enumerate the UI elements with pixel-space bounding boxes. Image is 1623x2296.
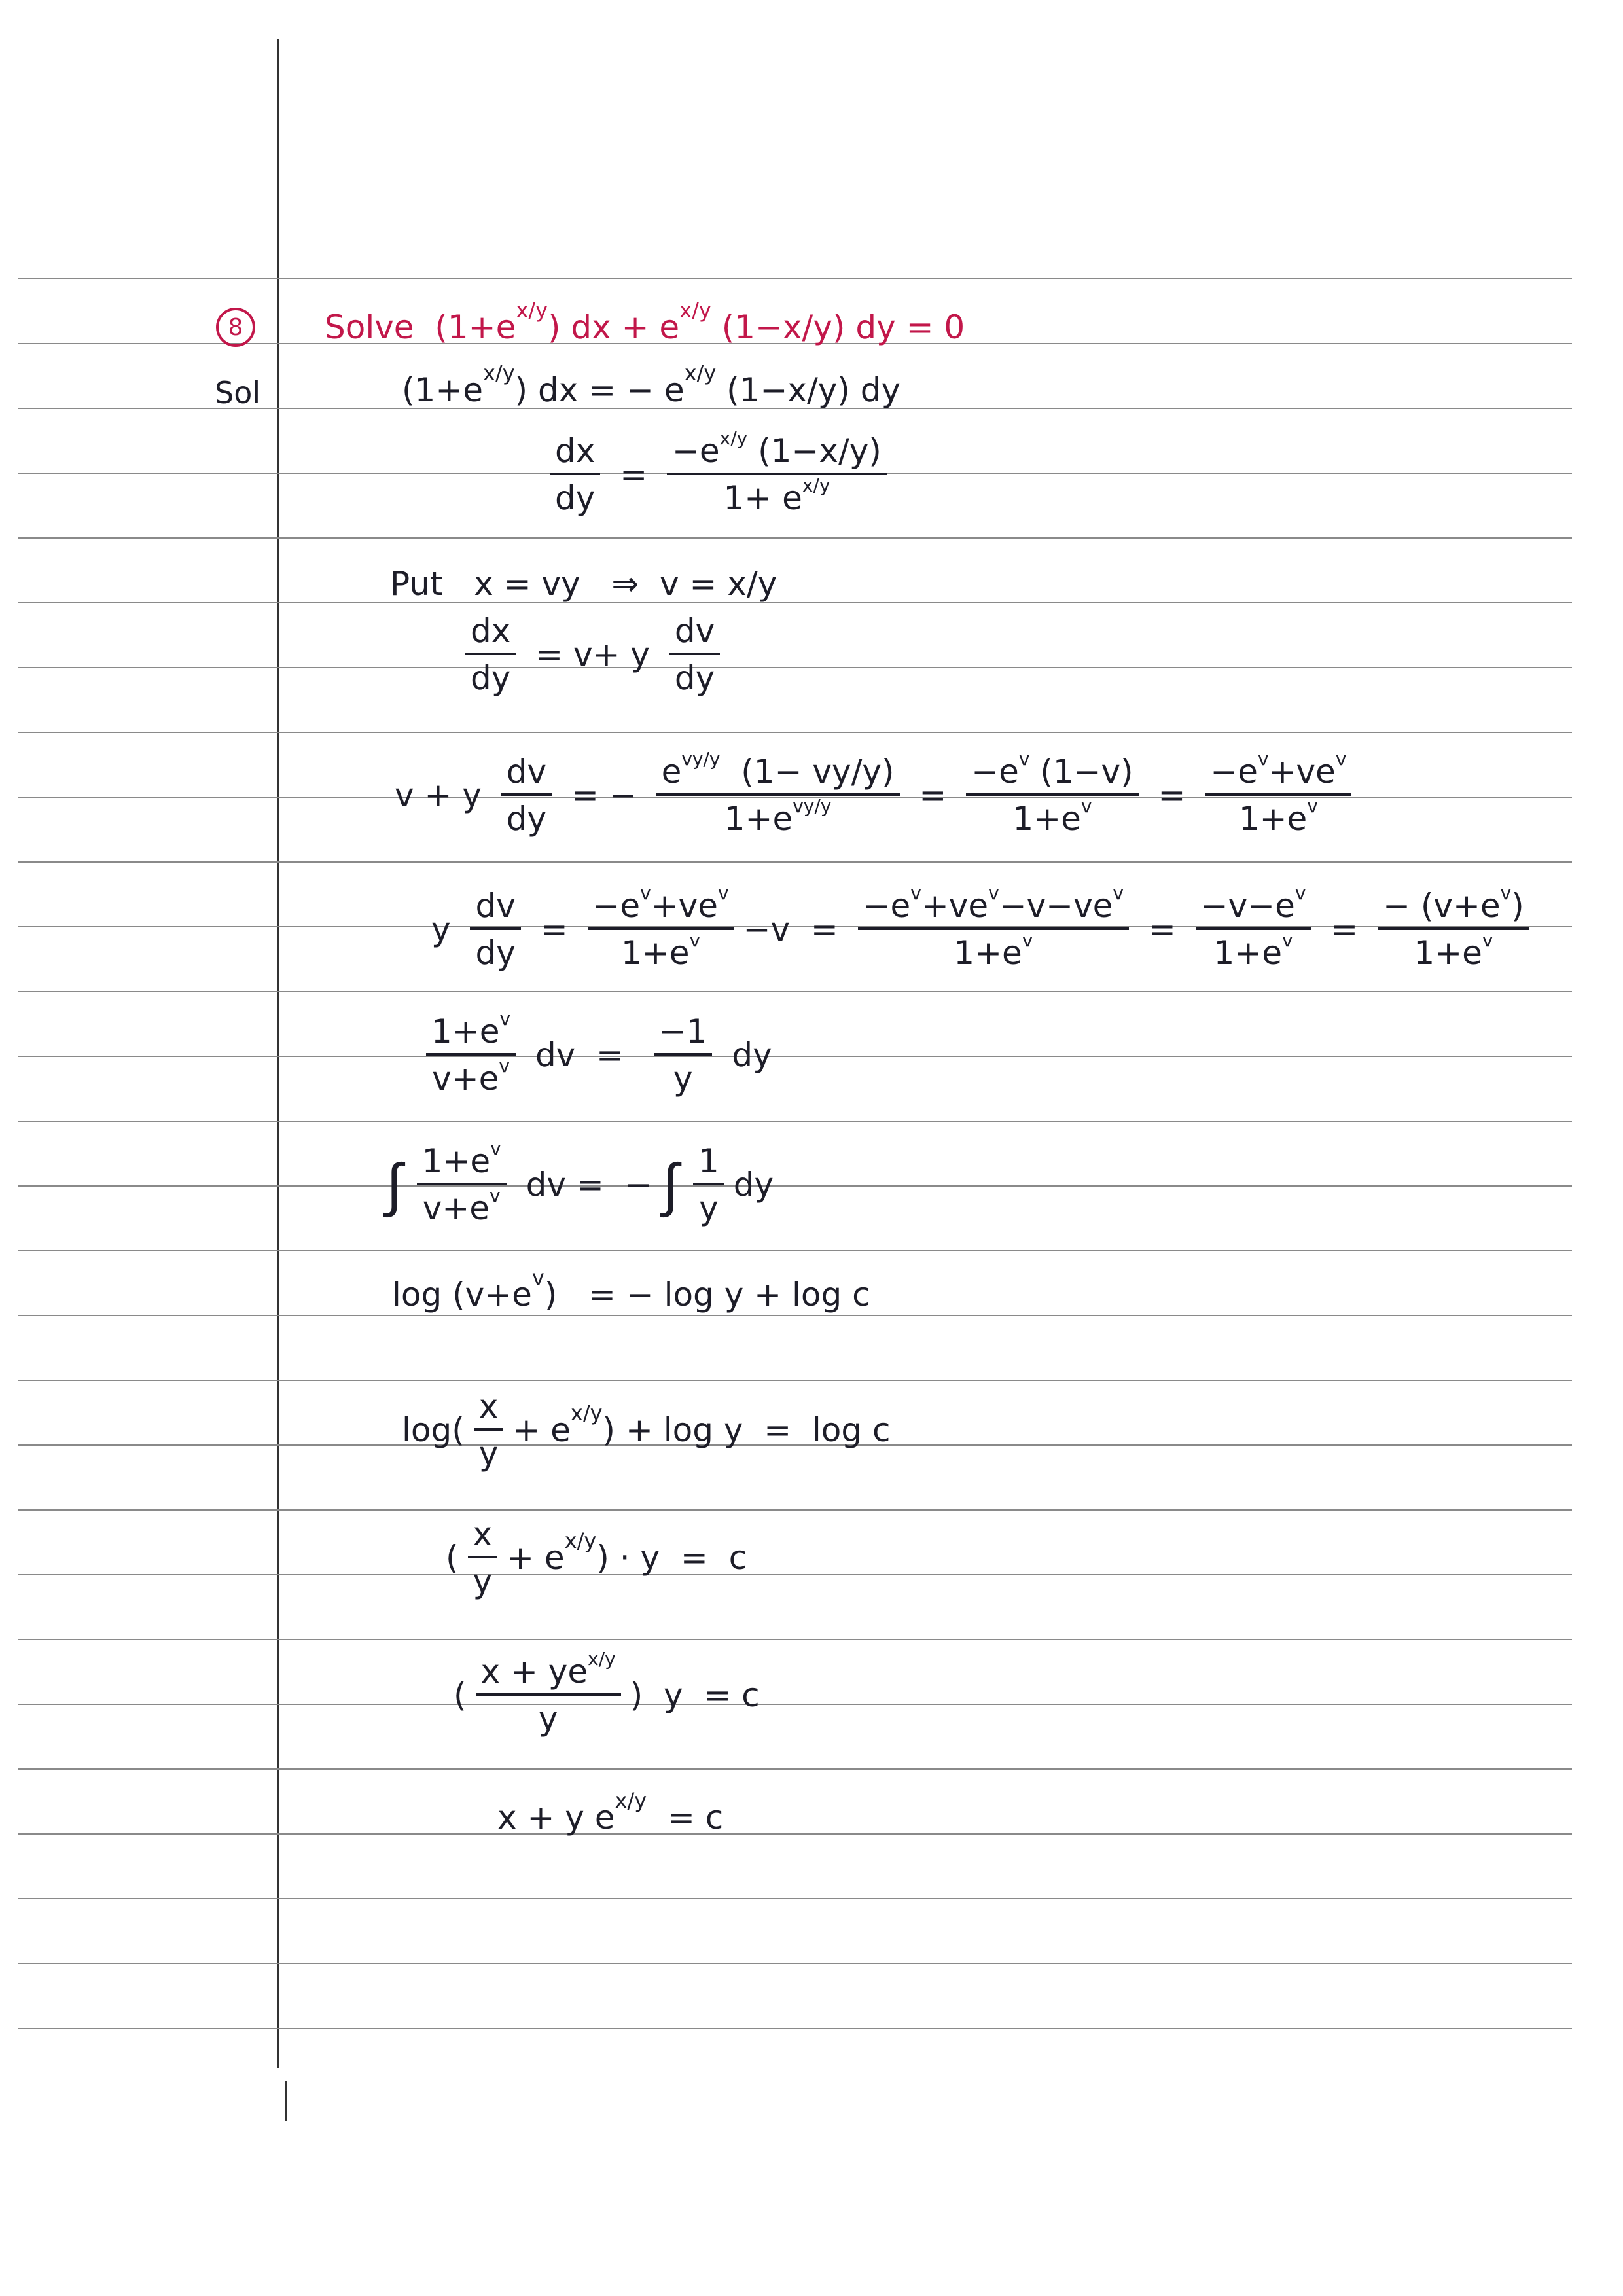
numerator [474, 1388, 504, 1431]
numerator [1205, 747, 1351, 796]
math-text: Solve (1+e [325, 308, 516, 346]
numerator [654, 1013, 713, 1056]
math-text: 1+e [1414, 934, 1482, 972]
math-text: − (v+e [1383, 887, 1501, 925]
denominator [668, 1056, 698, 1098]
exponent: x/y [679, 298, 711, 323]
math-text: +ve [651, 887, 718, 925]
math-text: = v+ y [525, 636, 660, 673]
denominator [474, 1431, 504, 1473]
fraction [1196, 882, 1311, 972]
math-text: ) + log y = log c [602, 1411, 891, 1449]
math-text: log (v+e [392, 1276, 532, 1314]
math-text: −v = [743, 910, 849, 948]
math-text: dy [506, 800, 547, 838]
question-number: 8 [228, 314, 243, 341]
denominator [468, 1558, 498, 1600]
math-text: 1+e [954, 934, 1022, 972]
math-text: dy [555, 479, 596, 517]
denominator [465, 655, 516, 697]
fraction [1378, 882, 1529, 972]
ruled-line [18, 861, 1572, 863]
exponent: v [640, 882, 651, 904]
math-text: v+e [432, 1060, 499, 1098]
denominator [694, 1185, 724, 1227]
math-text: log( [402, 1411, 465, 1449]
denominator [533, 1696, 563, 1738]
fraction [669, 612, 720, 697]
math-text: v+e [422, 1189, 490, 1227]
math-text: = [908, 776, 957, 814]
ruled-line [18, 1639, 1572, 1640]
solution-step [431, 882, 1539, 972]
math-text: y [538, 1700, 558, 1738]
exponent: v [531, 1265, 544, 1290]
math-text: ) [1511, 887, 1524, 925]
exponent: x/y [516, 298, 548, 323]
math-text: y [699, 1189, 719, 1227]
math-text: = [1320, 910, 1369, 948]
math-text: −e [1210, 753, 1258, 791]
exponent: v [1307, 795, 1318, 817]
exponent: x/y [570, 1401, 603, 1426]
math-text: dx [555, 432, 596, 470]
fraction [588, 882, 734, 972]
math-text: 1+e [621, 934, 690, 972]
integral-sign: ∫ [662, 1150, 679, 1219]
exponent: v [717, 882, 729, 904]
exponent: x/y [588, 1647, 616, 1670]
problem-statement [325, 298, 965, 346]
ruled-line [18, 1833, 1572, 1835]
math-text: ) · y = c [596, 1539, 747, 1577]
math-text: (1− vy/y) [720, 753, 895, 791]
ruled-line [18, 1185, 1572, 1187]
fraction [465, 612, 516, 697]
fraction [474, 1388, 504, 1473]
math-text: 1+e [724, 800, 793, 838]
fraction [858, 882, 1129, 972]
numerator [656, 747, 900, 796]
margin-line-segment [285, 2081, 287, 2121]
solution-step [402, 361, 901, 409]
math-text: x + ye [480, 1653, 588, 1691]
math-text: −e [672, 432, 720, 470]
math-text: ) = − log y + log c [544, 1276, 870, 1314]
denominator [1234, 796, 1323, 838]
ruled-line [18, 1768, 1572, 1770]
denominator [1007, 796, 1097, 838]
fraction [426, 1007, 516, 1098]
numerator [1378, 882, 1529, 930]
numerator [858, 882, 1129, 930]
math-text: x [478, 1388, 499, 1426]
exponent: x/y [615, 1788, 647, 1813]
math-text: y [478, 1435, 499, 1473]
math-text: dy [733, 1166, 774, 1204]
math-text: = [1138, 910, 1186, 948]
ruled-line [18, 1121, 1572, 1122]
denominator [501, 796, 552, 838]
exponent: v [1018, 747, 1030, 770]
math-text: Put x = vy ⇒ v = x/y [390, 565, 777, 603]
denominator [719, 796, 837, 838]
exponent: x/y [684, 361, 717, 386]
fraction [966, 747, 1138, 838]
math-text: −e [863, 887, 911, 925]
exponent: vy/y [681, 747, 721, 770]
math-text: y [473, 1562, 493, 1600]
denominator [427, 1056, 515, 1098]
ruled-line [18, 1380, 1572, 1381]
math-text: = − [561, 776, 647, 814]
question-number-badge [216, 308, 255, 347]
math-text: + e [507, 1539, 565, 1577]
math-text: y [431, 910, 461, 948]
math-text: v + y [395, 776, 492, 814]
math-text: −1 [658, 1013, 707, 1050]
solution-step [456, 612, 729, 697]
math-text: 1+e [1238, 800, 1308, 838]
numerator [426, 1007, 516, 1056]
fraction [501, 753, 552, 838]
denominator [718, 475, 835, 517]
math-text: dv [674, 612, 715, 650]
exponent: v [490, 1137, 501, 1159]
fraction [476, 1647, 621, 1738]
math-text: x [473, 1515, 493, 1553]
math-text: dy [471, 659, 511, 697]
math-text: dy [475, 934, 516, 972]
ruled-line [18, 1574, 1572, 1575]
ruled-line [18, 1963, 1572, 1964]
solution-step [446, 1515, 747, 1600]
denominator [550, 475, 600, 517]
exponent: v [499, 1054, 510, 1077]
ruled-line [18, 2028, 1572, 2029]
math-text: (1−x/y) dy = 0 [711, 308, 965, 346]
exponent: v [1294, 882, 1306, 904]
ruled-line [18, 991, 1572, 992]
ruled-line [18, 732, 1572, 733]
math-text: −e [592, 887, 641, 925]
solution-step [497, 1788, 724, 1837]
math-text: dy [674, 659, 715, 697]
math-text: 1+e [1213, 934, 1282, 972]
exponent: v [1113, 882, 1124, 904]
ruled-line [18, 278, 1572, 279]
fraction [654, 1013, 713, 1098]
math-text: (1−v) [1029, 753, 1133, 791]
math-text: dv [475, 887, 516, 925]
fraction [468, 1515, 498, 1600]
numerator [588, 882, 734, 930]
exponent: v [1500, 882, 1512, 904]
denominator [669, 655, 720, 697]
exponent: v [988, 882, 999, 904]
ruled-line [18, 1315, 1572, 1316]
exponent: v [1080, 795, 1092, 817]
denominator [1209, 930, 1298, 972]
solution-step [395, 747, 1361, 838]
numerator [476, 1647, 621, 1696]
exponent: x/y [564, 1528, 597, 1553]
math-text: ( [446, 1539, 459, 1577]
fraction [667, 427, 887, 517]
math-text: (1−x/y) dy [716, 371, 901, 409]
fraction [550, 432, 600, 517]
exponent: v [910, 882, 921, 904]
numerator [669, 612, 720, 655]
fraction [693, 1142, 724, 1227]
numerator [966, 747, 1138, 796]
math-text: 1 [698, 1142, 719, 1180]
ruled-line [18, 1056, 1572, 1057]
denominator [948, 930, 1038, 972]
fraction [1205, 747, 1351, 838]
ruled-line [18, 1898, 1572, 1899]
exponent: x/y [482, 361, 515, 386]
math-text: = c [647, 1799, 724, 1837]
solution-step [390, 565, 777, 603]
math-text: (1+e [402, 371, 483, 409]
solution-step [417, 1007, 772, 1098]
math-text: 1+e [431, 1013, 500, 1050]
exponent: v [1482, 929, 1493, 951]
math-text: y [673, 1060, 693, 1098]
math-text: 1+ e [723, 479, 802, 517]
ruled-line [18, 602, 1572, 603]
ruled-line [18, 537, 1572, 539]
math-text: 1+e [421, 1142, 491, 1180]
exponent: v [1335, 747, 1347, 770]
denominator [616, 930, 705, 972]
math-text: = [609, 456, 658, 493]
numerator [693, 1142, 724, 1185]
exponent: v [689, 929, 701, 951]
ruled-line [18, 1250, 1572, 1251]
math-text: dv = [525, 1036, 645, 1074]
math-text: e [661, 753, 682, 791]
math-text: −v−ve [999, 887, 1113, 925]
exponent: v [1022, 929, 1033, 951]
numerator [550, 432, 600, 475]
math-text: 1+e [1012, 800, 1081, 838]
exponent: v [1281, 929, 1293, 951]
exponent: v [490, 1184, 501, 1206]
math-text: ) y = c [630, 1676, 760, 1714]
numerator [1196, 882, 1311, 930]
fraction [470, 887, 520, 972]
numerator [417, 1137, 507, 1185]
denominator [470, 930, 520, 972]
ruled-line [18, 667, 1572, 668]
math-text: ) dx + e [548, 308, 680, 346]
ruled-line [18, 1509, 1572, 1511]
fraction [656, 747, 900, 838]
solution-step [392, 1265, 870, 1314]
denominator [1408, 930, 1498, 972]
exponent: x/y [802, 474, 830, 496]
math-text: ( [454, 1676, 467, 1714]
math-text: −v−e [1200, 887, 1295, 925]
solution-step [454, 1647, 760, 1738]
math-text: +ve [1268, 753, 1336, 791]
math-text: dx [471, 612, 511, 650]
math-text: = [1147, 776, 1196, 814]
fraction [417, 1137, 507, 1227]
denominator [418, 1185, 506, 1227]
math-text: + e [512, 1411, 571, 1449]
exponent: vy/y [793, 795, 832, 817]
numerator [501, 753, 552, 796]
exponent: x/y [719, 427, 748, 449]
math-text: −e [971, 753, 1019, 791]
solution-step [402, 1388, 891, 1473]
math-text: dy [721, 1036, 772, 1074]
solution-step [541, 427, 896, 517]
math-text: ) dx = − e [514, 371, 685, 409]
solution-label: Sol [215, 375, 261, 410]
exponent: v [1257, 747, 1269, 770]
numerator [468, 1515, 498, 1558]
math-text: = [529, 910, 579, 948]
math-text: (1−x/y) [747, 432, 882, 470]
numerator [667, 427, 887, 475]
math-text: dv = − [515, 1166, 663, 1204]
integral-sign: ∫ [386, 1150, 402, 1219]
math-text: x + y e [497, 1799, 615, 1837]
ruled-line [18, 1704, 1572, 1705]
exponent: v [499, 1007, 511, 1030]
math-text: +ve [921, 887, 989, 925]
math-text: dv [506, 753, 547, 791]
solution-step [386, 1137, 774, 1227]
numerator [465, 612, 516, 655]
numerator [470, 887, 520, 930]
